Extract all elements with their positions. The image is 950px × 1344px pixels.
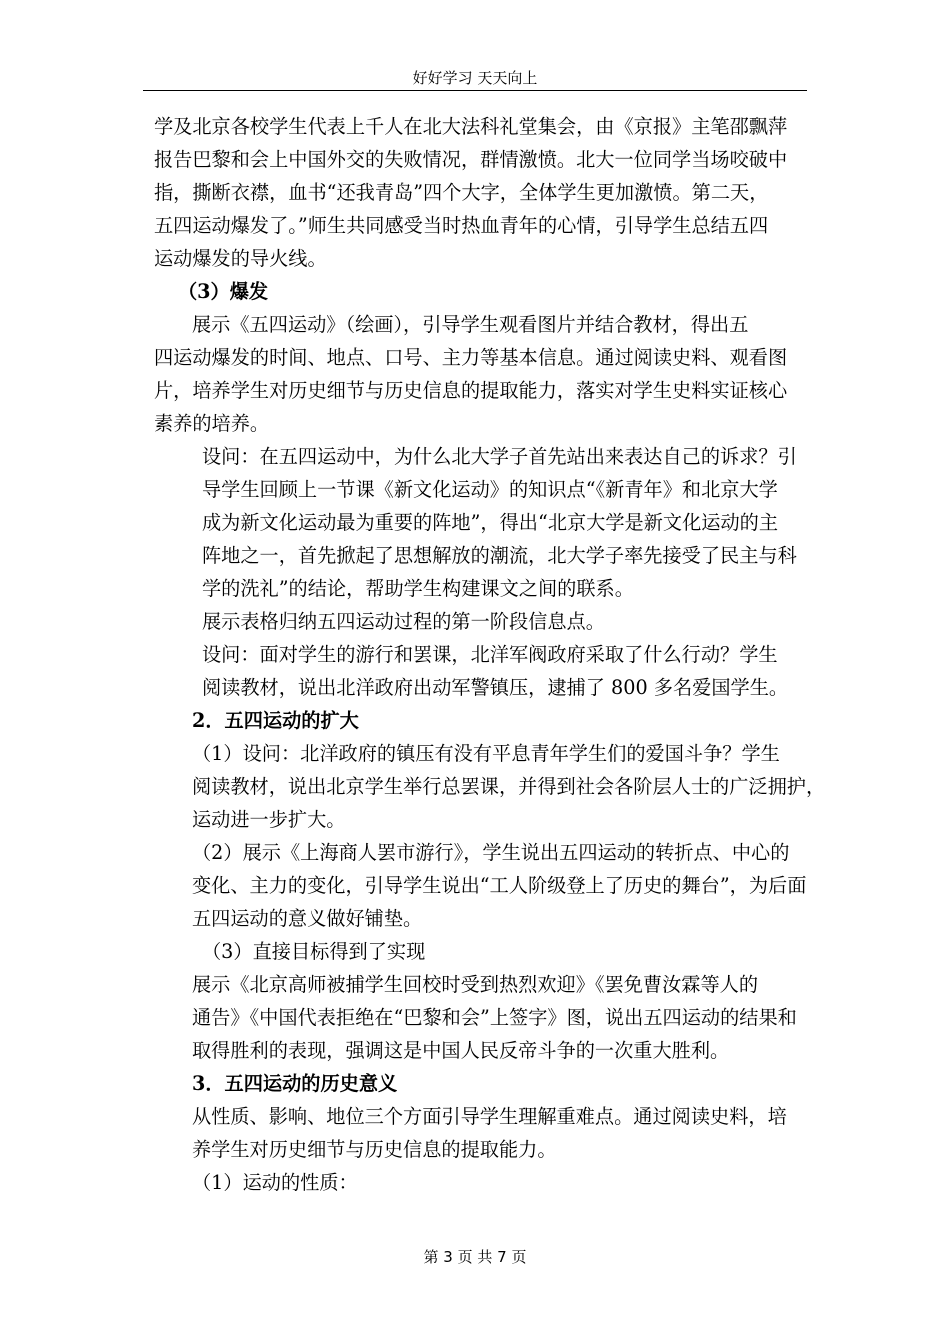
- page-footer: 第 3 页 共 7 页: [423, 1248, 527, 1266]
- header-divider: [143, 90, 807, 91]
- paragraph-first-line: 展示《北京高师被捕学生回校时受到热烈欢迎》《罢免曹汝霖等人的: [192, 973, 759, 996]
- paragraph-first-line: 设问：面对学生的游行和罢课，北洋军阀政府采取了什么行动？学生: [202, 643, 778, 666]
- body-line: 报告巴黎和会上中国外交的失败情况，群情激愤。北大一位同学当场咬破中: [154, 148, 788, 171]
- paragraph-first-line: 展示《五四运动》（绘画），引导学生观看图片并结合教材，得出五: [192, 313, 749, 336]
- section-heading: 2．五四运动的扩大: [192, 709, 359, 732]
- indented-line: 导学生回顾上一节课《新文化运动》的知识点“《新青年》和北京大学: [202, 478, 778, 501]
- body-line: 片，培养学生对历史细节与历史信息的提取能力，落实对学生史料实证核心: [154, 379, 788, 402]
- indented-line: 取得胜利的表现，强调这是中国人民反帝斗争的一次重大胜利。: [192, 1039, 730, 1062]
- paragraph-first-line: （3）直接目标得到了实现: [202, 940, 426, 963]
- indented-line: 变化、主力的变化，引导学生说出“工人阶级登上了历史的舞台”，为后面: [192, 874, 807, 897]
- indented-line: 阅读教材，说出北洋政府出动军警镇压，逮捕了 800 多名爱国学生。: [202, 676, 789, 699]
- paragraph-first-line: （2）展示《上海商人罢市游行》，学生说出五四运动的转折点、中心的: [192, 841, 790, 864]
- body-line: 四运动爆发的时间、地点、口号、主力等基本信息。通过阅读史料、观看图: [154, 346, 788, 369]
- body-line: 素养的培养。: [154, 412, 270, 435]
- indented-line: 养学生对历史细节与历史信息的提取能力。: [192, 1138, 557, 1161]
- indented-line: 通告》《中国代表拒绝在“巴黎和会”上签字》图，说出五四运动的结果和: [192, 1006, 797, 1029]
- paragraph-first-line: 设问：在五四运动中，为什么北大学子首先站出来表达自己的诉求？引: [202, 445, 797, 468]
- paragraph-first-line: （1）运动的性质：: [192, 1171, 358, 1194]
- indented-line: 学的洗礼”的结论，帮助学生构建课文之间的联系。: [202, 577, 634, 600]
- body-line: 指，撕断衣襟，血书“还我青岛”四个大字，全体学生更加激愤。第二天，: [154, 181, 769, 204]
- section-heading: （3）爆发: [178, 280, 269, 303]
- indented-line: 成为新文化运动最为重要的阵地”，得出“北京大学是新文化运动的主: [202, 511, 779, 534]
- paragraph-first-line: 从性质、影响、地位三个方面引导学生理解重难点。通过阅读史料，培: [192, 1105, 787, 1128]
- paragraph-first-line: （1）设问：北洋政府的镇压有没有平息青年学生们的爱国斗争？学生: [192, 742, 780, 765]
- section-heading: 3．五四运动的历史意义: [192, 1072, 398, 1095]
- body-line: 学及北京各校学生代表上千人在北大法科礼堂集会，由《京报》主笔邵飘萍: [154, 115, 788, 138]
- indented-line: 阅读教材，说出北京学生举行总罢课，并得到社会各阶层人士的广泛拥护，: [192, 775, 826, 798]
- body-line: 五四运动爆发了。”师生共同感受当时热血青年的心情，引导学生总结五四: [154, 214, 769, 237]
- page-header: 好好学习 天天向上: [412, 69, 538, 87]
- document-body: [154, 110, 826, 1199]
- paragraph-first-line: 展示表格归纳五四运动过程的第一阶段信息点。: [202, 610, 605, 633]
- indented-line: 运动进一步扩大。: [192, 808, 346, 831]
- indented-line: 五四运动的意义做好铺垫。: [192, 907, 423, 930]
- indented-line: 阵地之一，首先掀起了思想解放的潮流，北大学子率先接受了民主与科: [202, 544, 797, 567]
- body-line: 运动爆发的导火线。: [154, 247, 327, 270]
